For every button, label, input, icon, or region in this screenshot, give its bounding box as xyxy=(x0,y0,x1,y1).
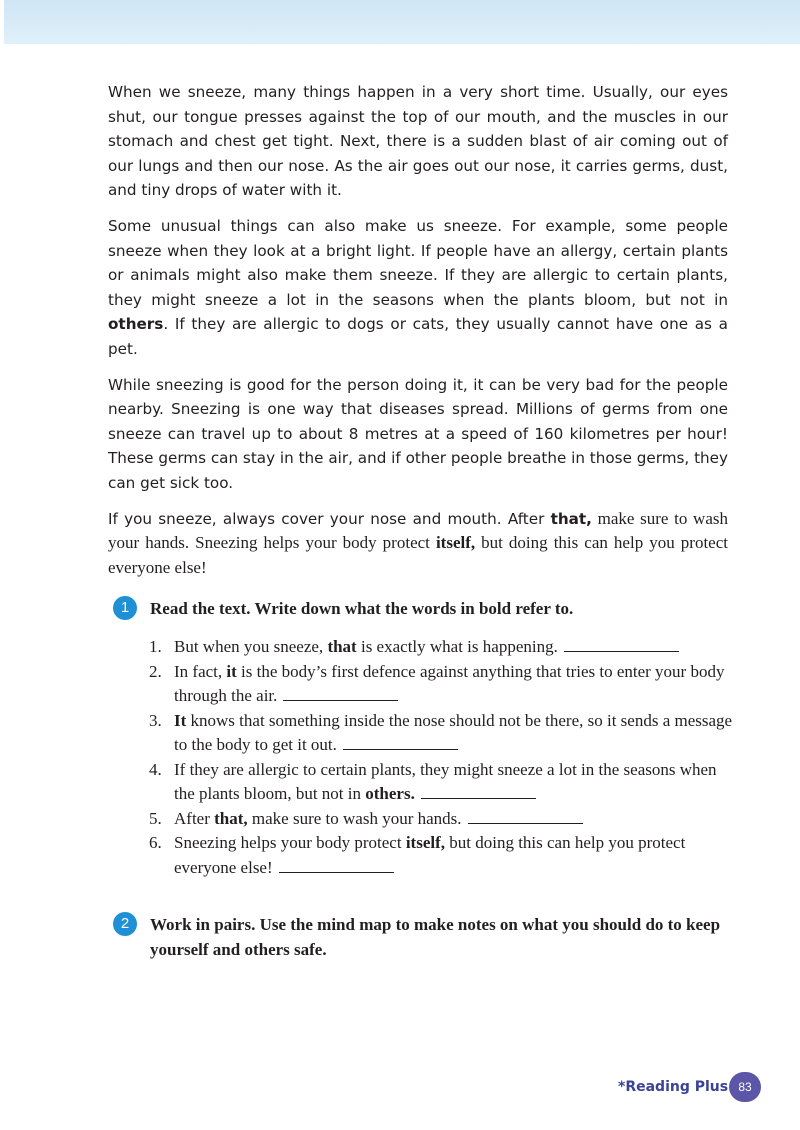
question-number: 4. xyxy=(149,759,162,779)
question-item xyxy=(149,758,733,807)
question-text xyxy=(174,709,733,758)
question-text-part: But when you sneeze, xyxy=(174,637,328,656)
page-number-badge: 83 xyxy=(729,1072,761,1102)
question-item xyxy=(149,660,733,709)
question-text-part: is the body’s first defence against anything that tries to enter your body through the air. xyxy=(174,661,725,705)
passage-text: make sure to wash your hands. Sneezing helps your body protect xyxy=(108,508,728,553)
bold-word: others xyxy=(108,315,164,334)
answer-blank[interactable] xyxy=(421,784,536,799)
question-number: 3. xyxy=(149,710,162,730)
answer-blank[interactable] xyxy=(564,637,679,652)
question-text-part: knows that something inside the nose should not be there, so it sends a message to the body to get it out. xyxy=(174,710,733,754)
bold-word: that xyxy=(327,637,357,656)
question-item xyxy=(149,635,733,660)
task-1-instruction: Read the text. Write down what the words in bold refer to. xyxy=(150,599,574,618)
question-text-part: but doing this can help you protect everyone else! xyxy=(174,833,686,877)
passage-paragraph xyxy=(108,507,728,581)
question-item xyxy=(149,709,733,758)
question-text-part: make sure to wash your hands. xyxy=(247,808,462,828)
task-2-header xyxy=(113,912,733,962)
passage-paragraph xyxy=(108,373,728,496)
question-text xyxy=(174,831,733,880)
question-text xyxy=(174,635,733,660)
passage-text: When we sneeze, many things happen in a very short time. Usually, our eyes shut, our tongue presses against the top of our mouth, and the muscles in our stomach and chest get tight. Next, there is a sudden blast of air coming out of our lungs and then our nose. As the air goes out our nose, it carries germs, dust, and tiny drops of water with it. xyxy=(108,83,728,200)
bold-word: itself, xyxy=(405,833,445,852)
bold-word: itself, xyxy=(435,533,476,553)
bold-word: that, xyxy=(214,808,248,828)
bold-word: It xyxy=(174,710,187,730)
question-text-part: Sneezing helps your body protect xyxy=(174,833,406,852)
question-number: 6. xyxy=(149,833,162,852)
question-text xyxy=(174,807,733,832)
passage-paragraph xyxy=(108,80,728,203)
task-1-header xyxy=(113,596,733,621)
question-text xyxy=(174,758,733,807)
reading-passage xyxy=(108,80,728,591)
task-2-instruction: Work in pairs. Use the mind map to make notes on what you should do to keep yourself and others safe. xyxy=(150,915,721,959)
question-item xyxy=(149,807,733,832)
question-text-part: After xyxy=(174,808,215,828)
task-1 xyxy=(113,596,733,880)
top-header-band xyxy=(4,0,800,44)
passage-text: . If they are allergic to dogs or cats, they usually cannot have one as a pet. xyxy=(108,315,728,358)
question-list xyxy=(113,635,733,880)
question-number: 5. xyxy=(149,808,162,828)
bold-word: others. xyxy=(365,784,415,803)
answer-blank[interactable] xyxy=(279,858,394,873)
question-text-part: In fact, xyxy=(174,661,227,681)
bold-word: that, xyxy=(550,509,592,528)
task-number-badge: 1 xyxy=(113,596,137,620)
passage-text: If you sneeze, always cover your nose and mouth. After xyxy=(108,509,551,528)
question-item xyxy=(149,831,733,880)
answer-blank[interactable] xyxy=(468,809,583,824)
section-label: *Reading Plus xyxy=(618,1079,729,1095)
question-number: 2. xyxy=(149,661,162,681)
question-text-part: is exactly what is happening. xyxy=(356,637,558,656)
passage-paragraph xyxy=(108,214,728,362)
question-text xyxy=(174,660,733,709)
question-number: 1. xyxy=(149,637,162,656)
question-text-part: If they are allergic to certain plants, they might sneeze a lot in the seasons when the plants bloom, but not in xyxy=(174,759,717,803)
answer-blank[interactable] xyxy=(343,735,458,750)
task-number-badge: 2 xyxy=(113,912,137,936)
passage-text: Some unusual things can also make us sneeze. For example, some people sneeze when they look at a bright light. If people have an allergy, certain plants or animals might also make them sneeze. If they are allergic to certain plants, they might sneeze a lot in the seasons when the plants bloom, but not in xyxy=(108,216,728,309)
passage-text: While sneezing is good for the person doing it, it can be very bad for the people nearby. Sneezing is one way that diseases spread. Millions of germs from one sneeze can travel up to about 8 metres at a speed of 160 kilometres per hour! These germs can stay in the air, and if other people breathe in those germs, they can get sick too. xyxy=(108,375,728,492)
bold-word: it xyxy=(226,661,237,681)
passage-text: but doing this can help you protect everyone else! xyxy=(108,533,728,577)
task-2 xyxy=(113,912,733,962)
answer-blank[interactable] xyxy=(283,686,398,701)
